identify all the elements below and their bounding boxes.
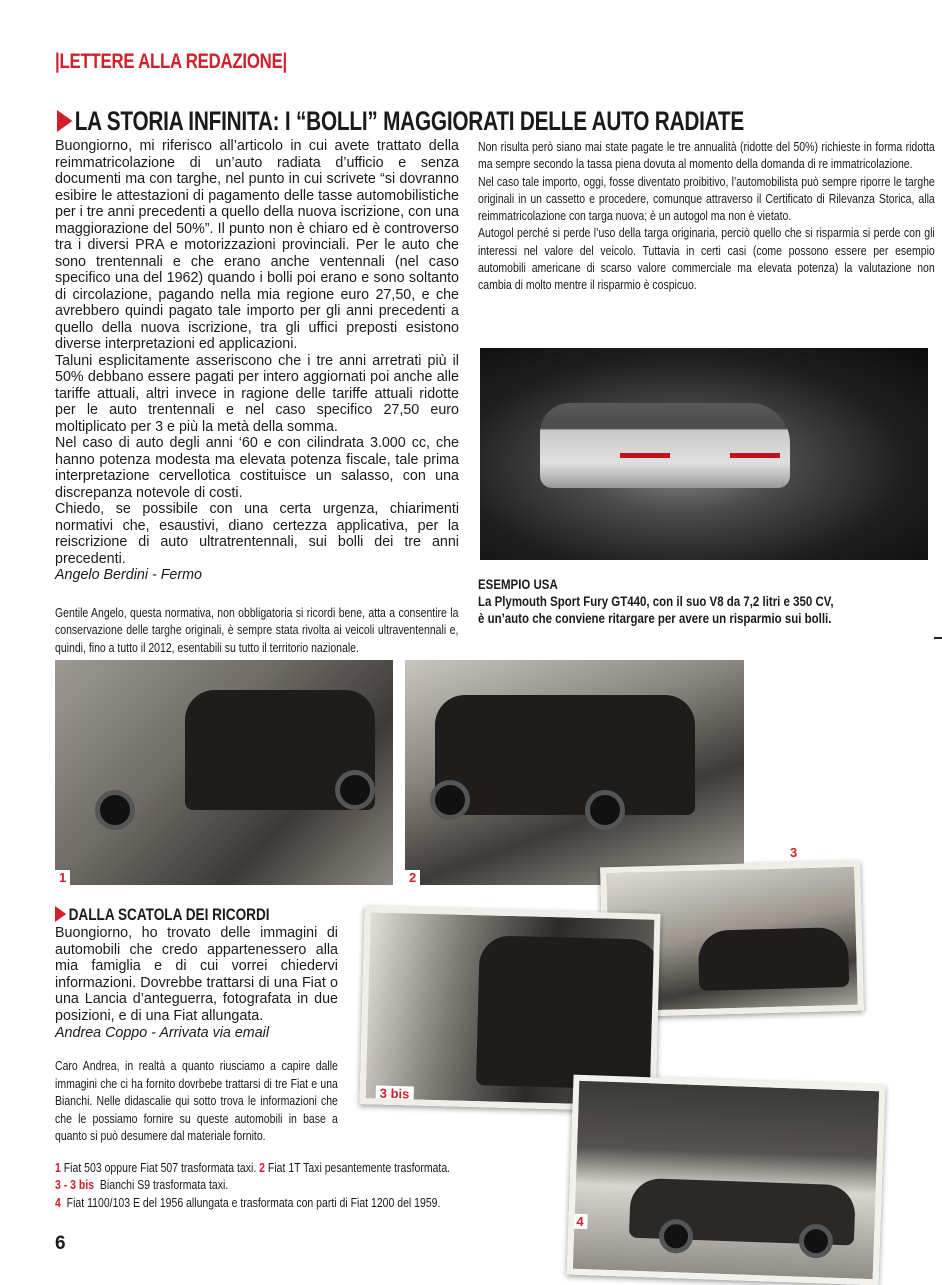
photo-caption [478,576,937,627]
letter2-body [55,925,338,1041]
letter-paragraph: Nel caso di auto degli anni ‘60 e con cilindrata 3.000 cc, che hanno potenza modesta ma elevata potenza fiscale, tale prima interpretazione cervellotica costituisce un salasso, con una discrepanza notevole di costi. [55,435,459,501]
photo-number: 3 [786,845,801,860]
photo-number: 3 bis [376,1086,414,1102]
caption-line [55,1194,514,1212]
letter-paragraph: Buongiorno, mi riferisco all’articolo in cui avete trattato della reimmatricolazione di un’auto radiata d’ufficio e senza documenti ma con targhe, nel punto in cui scrivete “si dovranno esibire le attestazioni di pagamento delle tasse automobilistiche per i tre anni precedenti a quello della nuova iscrizione, con una maggiorazione del 50%”. Il punto non è chiaro ed è controverso tra i diversi PRA e motorizzazioni provinciali. Per le auto che sono trentennali e che erano anche ventennali (nel caso specifico una del 1962) quando i bolli poi erano e sono soltanto di circolazione, pagando nella mia regione euro 27,50, e che avrebbero quindi pagato tale importo per gli anni precedenti a quello della nuova iscrizione, tra gli uffici preposti esistono diverse interpretazioni ed applicazioni. [55,138,459,352]
photo-2 [405,660,744,885]
plymouth-photo [480,348,928,560]
wheel [95,790,135,830]
caption-text: Fiat 1100/103 E del 1956 allungata e trasformata con parti di Fiat 1200 del 1959. [66,1194,441,1210]
caption-number: 4 [55,1194,61,1210]
article2-title-text: DALLA SCATOLA DEI RICORDI [68,905,270,924]
reply2-paragraph: Caro Andrea, in realtà a quanto riusciamo a capire dalle immagini che ci ha fornito dovrbebe trattarsi di tre Fiat e una Bianchi. Nelle didascalie qui sotto trova le informazioni che che le possiamo fornire su queste automobili in base a quanto si può desumere dal materiale fornito. [55,1058,338,1144]
letter-signature: Andrea Coppo - Arrivata via email [55,1024,270,1041]
caption-number: 3 - 3 bis [55,1177,95,1193]
reply-paragraph: Gentile Angelo, questa normativa, non obbligatoria si ricordi bene, atta a consentire la conservazione delle targhe originali, è sempre stata rivolta ai veicoli ultraventennali e, quindi, fino a tutto il 2012, esentabili su tutto il territorio nazionale. [55,604,459,655]
article-title [57,108,744,135]
photo-captions [55,1159,514,1212]
caption-line [55,1159,514,1177]
letter-signature: Angelo Berdini - Fermo [55,567,203,583]
article2-title [55,905,281,925]
letter-body [55,138,459,656]
caption-line: è un’auto che conviene ritargare per avere un risparmio sui bolli. [478,610,832,626]
car-shape [476,935,660,1090]
tail-light [730,453,780,458]
letter-paragraph: Chiedo, se possibile con una certa urgenza, chiarimenti normativi che, esaustivi, diano certezza applicativa, per la reiscrizione di auto ultratrentennali, sui bolli dei tre anni precedenti. [55,501,459,567]
reply-paragraph: Non risulta però siano mai state pagate le tre annualità (ridotte del 50%) richieste in forma ridotta ma sempre secondo la tassa piena dovuta al momento della domanda di re immatricolazione. [478,139,935,172]
caption-text: Bianchi S9 trasformata taxi. [99,1177,229,1193]
photo-number: 2 [405,870,420,885]
caption-line [55,1176,514,1194]
wheel [585,790,625,830]
photo-4 [567,1075,886,1285]
photo-1 [55,660,393,885]
triangle-bullet-icon [57,110,72,132]
page-number: 6 [55,1233,66,1255]
wheel [430,780,470,820]
tail-light [620,453,670,458]
section-header: |LETTERE ALLA REDAZIONE| [55,50,287,73]
reply-paragraph: Nel caso tale importo, oggi, fosse diventato proibitivo, l’automobilista può sempre riporre le targhe originali in un cassetto e procedere, comunque attraverso il Certificato di Rilevanza Storica, alla reimmatricolazione con targa nuova; è un autogol ma non è vietato. [478,173,935,224]
car-shape [698,927,850,991]
wheel [658,1219,693,1254]
caption-text: Fiat 503 oppure Fiat 507 trasformata taxi. [63,1159,257,1175]
caption-text: Fiat 1T Taxi pesantemente trasformata. [267,1159,451,1175]
car-shape [540,403,790,488]
photo-number: 4 [572,1214,588,1230]
article2 [55,905,451,1255]
reply-continued [478,138,935,294]
letter-paragraph: Taluni esplicitamente asseriscono che i tre anni arretrati più il 50% debbano essere pagati per intero aggiornati poi anche alle tariffe attuali, altri invece in ragione delle tariffe attuali ridotte per le auto trentennali e nel caso specifico 27,50 euro moltiplicato per 3 e più la metà della somma. [55,352,459,435]
reply-paragraph: Autogol perché si perde l’uso della targa originaria, perciò quello che si risparmia si perde con gli interessi nel valore del veicolo. Tuttavia in certi casi (come possono essere per esempio automobili americane di scarso valore commerciale ma elevata potenza) la valutazione non cambia di molto mentre il risparmio è cospicuo. [478,225,935,293]
triangle-bullet-icon [55,906,66,922]
wheel [335,770,375,810]
letter-paragraph: Buongiorno, ho trovato delle immagini di automobili che credo appartenessero alla mia famiglia e di cui vorrei chiedervi informazioni. Dovrebbe trattarsi di una Fiat o una Lancia d’anteguerra, fotografata in due posizioni, e di una Fiat allungata. [55,925,338,1024]
wheel [798,1224,833,1259]
caption-line: La Plymouth Sport Fury GT440, con il suo V8 da 7,2 litri e 350 CV, [478,593,834,609]
margin-mark [934,637,942,639]
car-shape [435,695,695,815]
caption-number: 2 [259,1159,266,1175]
photo-number: 1 [55,870,70,885]
article-title-text: LA STORIA INFINITA: I “BOLLI” MAGGIORATI DELLE AUTO RADIATE [74,106,745,136]
caption-title: ESEMPIO USA [478,576,558,592]
caption-number: 1 [55,1159,61,1175]
